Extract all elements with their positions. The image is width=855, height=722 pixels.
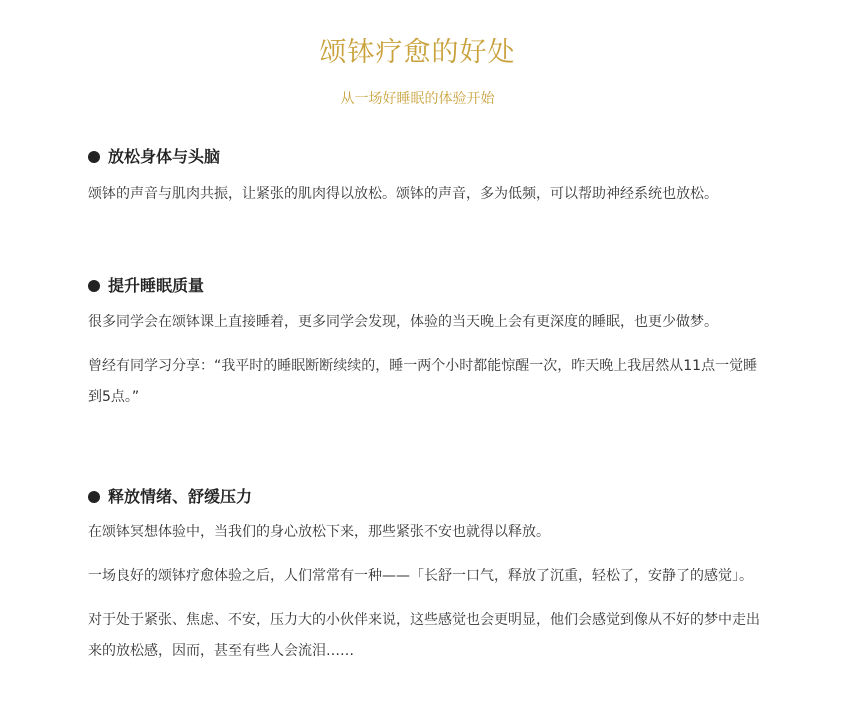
section-heading-text: 释放情绪、舒缓压力: [108, 487, 253, 506]
paragraph: 在颂钵冥想体验中，当我们的身心放松下来，那些紧张不安也就得以释放。: [88, 524, 550, 540]
section-heading: [88, 485, 768, 509]
paragraph: 颂钵的声音与肌肉共振，让紧张的肌肉得以放松。颂钵的声音，多为低频，可以帮助神经系统也放松。: [88, 186, 718, 202]
section-relax-body-mind: [88, 145, 768, 210]
section-heading: [88, 145, 768, 169]
paragraph: 很多同学会在颂钵课上直接睡着，更多同学会发现，体验的当天晚上会有更深度的睡眠，也更少做梦。: [88, 314, 718, 330]
paragraph: 曾经有同学习分享：“我平时的睡眠断断续续的，睡一两个小时都能惊醒一次，昨天晚上我居然从11点一觉睡到5点。”: [88, 358, 758, 405]
paragraph: 对于处于紧张、焦虑、不安，压力大的小伙伴来说，这些感觉也会更明显，他们会感觉到像从不好的梦中走出来的放松感，因而，甚至有些人会流泪……: [88, 612, 760, 659]
section-heading-text: 提升睡眠质量: [108, 276, 205, 295]
bullet-icon: [88, 491, 100, 503]
section-improve-sleep: [88, 274, 768, 413]
bullet-icon: [88, 151, 100, 163]
bullet-icon: [88, 280, 100, 292]
section-release-emotions: [88, 485, 768, 667]
section-heading: [88, 274, 768, 298]
page-title: 颂钵疗愈的好处: [319, 37, 516, 68]
section-heading-text: 放松身体与头脑: [108, 147, 221, 166]
paragraph: 一场良好的颂钵疗愈体验之后，人们常常有一种——「长舒一口气，释放了沉重，轻松了，安静了的感觉」。: [88, 568, 753, 584]
page-subtitle: 从一场好睡眠的体验开始: [340, 91, 495, 107]
